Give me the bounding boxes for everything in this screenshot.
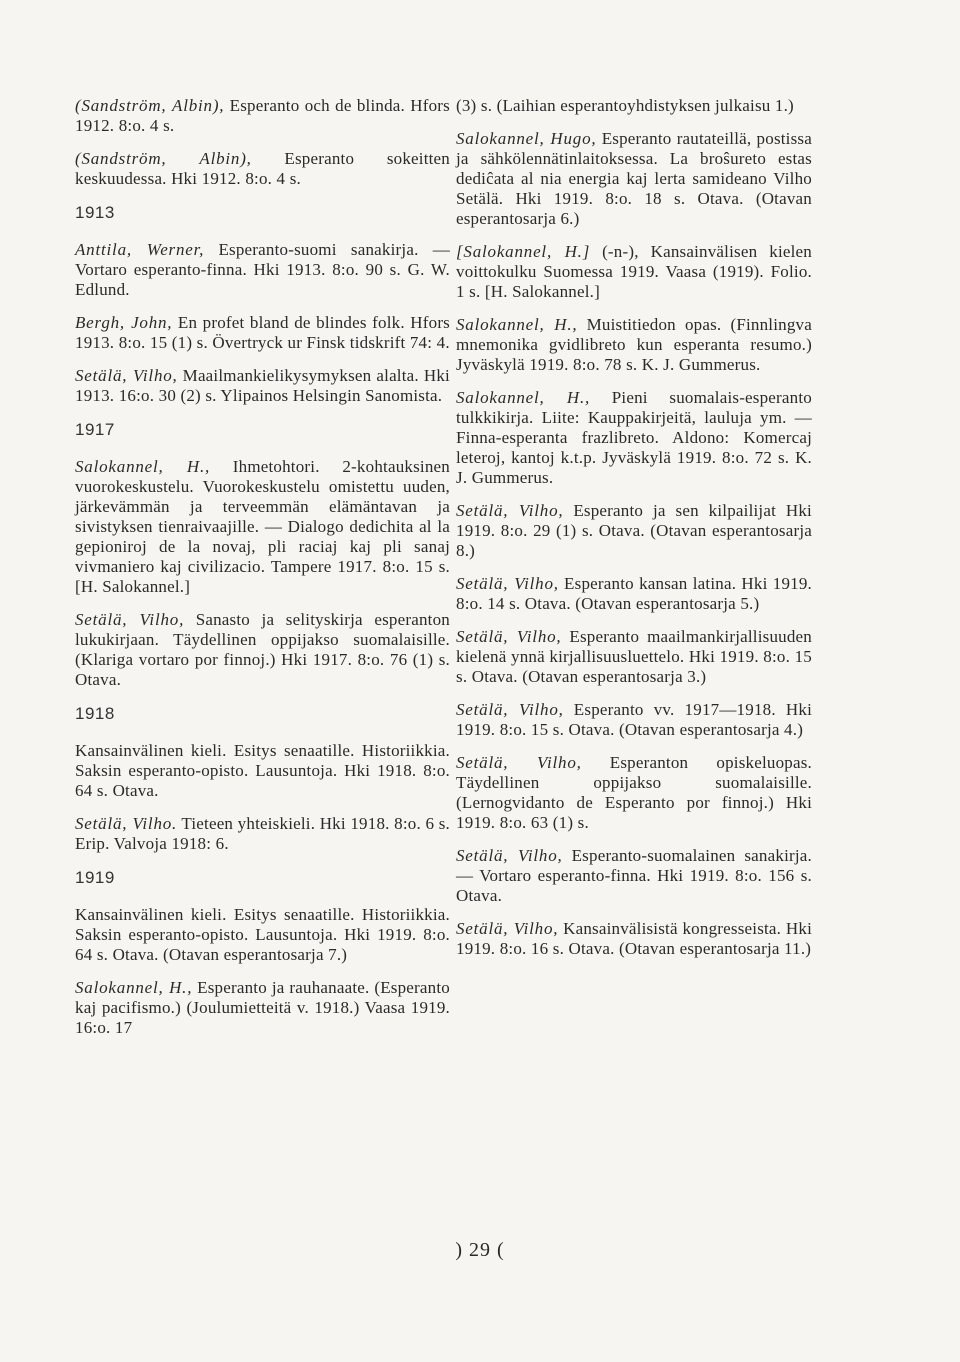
entry-text: Pieni suomalais-esperanto tulkkikirja. Liite: Kauppakirjeitä, lauluja ym. — Finna-esperanta frazlibreto. Aldono: Komercaj leteroj, kantoj k.t.p. Jyväskylä 1919. 8:o. 72 s. K. J. Gummerus. (456, 388, 812, 487)
year-heading: 1913 (75, 203, 115, 222)
bib-entry (456, 315, 812, 375)
bib-entry (75, 313, 450, 353)
entry-text: En profet bland de blindes folk. Hfors 1913. 8:o. 15 (1) s. Övertryck ur Finsk tidskrift 74: 4. (75, 313, 450, 352)
bib-entry (75, 814, 450, 854)
entry-text: (3) s. (Laihian esperantoyhdistyksen julkaisu 1.) (456, 96, 794, 115)
bib-entry (75, 240, 450, 300)
entry-author: Setälä, Vilho, (75, 366, 178, 385)
entry-author: Setälä, Vilho, (456, 501, 564, 520)
entry-text: Esperanto rautateillä, postissa ja sähkölennätinlaitoksessa. La broŝureto estas dediĉata al nia energia kaj lerta samideano Vilho Setälä. Hki 1919. 8:o. 18 s. Otava. (Otavan esperantosarja 6.) (456, 129, 812, 228)
year-heading: 1917 (75, 420, 115, 439)
entry-text: Esperanto kansan latina. Hki 1919. 8:o. 14 s. Otava. (Otavan esperantosarja 5.) (456, 574, 812, 613)
entry-author: Setälä, Vilho. (75, 814, 178, 833)
entry-author: Setälä, Vilho, (456, 574, 559, 593)
entry-text: Esperanto ja rauhanaate. (Esperanto kaj pacifismo.) (Joulumietteitä v. 1918.) Vaasa 1919. 16:o. 17 (75, 978, 450, 1037)
bib-entry (75, 741, 450, 801)
bib-entry (75, 96, 450, 136)
bib-entry (456, 574, 812, 614)
entry-text: Esperanto vv. 1917—1918. Hki 1919. 8:o. 15 s. Otava. (Otavan esperantosarja 4.) (456, 700, 813, 739)
entry-text: Sanasto ja selityskirja esperanton lukukirjaan. Täydellinen oppijakso suomalaisille. (Klariga vortaro por finnoj.) Hki 1917. 8:o. 76 (1) s. Otava. (75, 610, 451, 689)
bib-entry (456, 753, 812, 833)
entry-author: Setälä, Vilho, (456, 700, 564, 719)
entry-text: Kansainvälinen kieli. Esitys senaatille. Historiikkia. Saksin esperanto-opisto. Lausuntoja. Hki 1919. 8:o. 64 s. Otava. (Otavan esperantosarja 7.) (75, 905, 450, 964)
bib-entry (456, 700, 812, 740)
entry-text: Esperanto sokeitten keskuudessa. Hki 1912. 8:o. 4 s. (75, 149, 450, 188)
bib-entry (75, 457, 450, 597)
entry-text: Esperanto-suomalainen sanakirja. — Vortaro esperanto-finna. Hki 1919. 8:o. 156 s. Otava. (456, 846, 812, 905)
entry-author: Setälä, Vilho, (456, 753, 582, 772)
right-column (456, 96, 812, 972)
entry-author: [Salokannel, H.] (456, 242, 591, 261)
bib-entry (456, 846, 812, 906)
entry-text: Ihmetohtori. 2-kohtauksinen vuorokeskustelu. Vuorokeskustelu omistettu uuden, järkevämmän ja terveemmän elämäntavan ja sivistyksen tienraivaajille. — Dialogo dedichita al la gepioniroj de la novaj, pli raciaj kaj pli sanaj vivmaniero kaj civilizacio. Tampere 1917. 8:o. 15 s. [H. Salokannel.] (75, 457, 450, 596)
entry-author: Setälä, Vilho, (456, 919, 559, 938)
entry-text: Esperanto och de blinda. Hfors 1912. 8:o. 4 s. (75, 96, 450, 135)
entry-author: Salokannel, H., (456, 388, 591, 407)
entry-text: Esperanto-suomi sanakirja. — Vortaro esperanto-finna. Hki 1913. 8:o. 90 s. G. W. Edlund. (75, 240, 450, 299)
entry-text: Esperanto maailmankirjallisuuden kielenä ynnä kirjallisuusluettelo. Hki 1919. 8:o. 15 s. Otava. (Otavan esperantosarja 3.) (456, 627, 812, 686)
entry-text: Kansainvälisistä kongresseista. Hki 1919. 8:o. 16 s. Otava. (Otavan esperantosarja 11.) (456, 919, 812, 958)
entry-text: Tieteen yhteiskieli. Hki 1918. 8:o. 6 s. Erip. Valvoja 1918: 6. (75, 814, 450, 853)
bib-entry (456, 627, 812, 687)
entry-author: Salokannel, H., (75, 978, 193, 997)
bib-entry (75, 610, 450, 690)
bib-entry (75, 149, 450, 189)
page-number: ) 29 ( (455, 1239, 505, 1261)
bib-entry (75, 905, 450, 965)
bib-entry (456, 919, 812, 959)
bib-entry (456, 96, 812, 116)
entry-author: Salokannel, Hugo, (456, 129, 597, 148)
bib-entry (75, 978, 450, 1038)
entry-author: (Sandström, Albin), (75, 96, 225, 115)
bib-entry (456, 129, 812, 229)
entry-text: Kansainvälinen kieli. Esitys senaatille. Historiikkia. Saksin esperanto-opisto. Lausuntoja. Hki 1918. 8:o. 64 s. Otava. (75, 741, 450, 800)
entry-text: Esperanto ja sen kilpailijat Hki 1919. 8:o. 29 (1) s. Otava. (Otavan esperantosarja 8.) (456, 501, 812, 560)
entry-text: (-n-), Kansainvälisen kielen voittokulku Suomessa 1919. Vaasa (1919). Folio. 1 s. [H. Salokannel.] (456, 242, 812, 301)
entry-author: Setälä, Vilho, (456, 627, 562, 646)
entry-text: Muistitiedon opas. (Finnlingva mnemonika gvidlibreto kun esperanta resumo.) Jyväskylä 1919. 8:o. 78 s. K. J. Gummerus. (456, 315, 812, 374)
bib-entry (456, 501, 812, 561)
entry-author: Setälä, Vilho, (456, 846, 563, 865)
entry-author: Setälä, Vilho, (75, 610, 185, 629)
entry-author: Bergh, John, (75, 313, 173, 332)
bib-entry (456, 242, 812, 302)
left-column (75, 96, 450, 1051)
entry-author: Salokannel, H., (456, 315, 578, 334)
entry-author: Anttila, Werner, (75, 240, 205, 259)
year-heading: 1918 (75, 704, 115, 723)
entry-author: Salokannel, H., (75, 457, 211, 476)
entry-text: Maailmankielikysymyksen alalta. Hki 1913. 16:o. 30 (2) s. Ylipainos Helsingin Sanomista. (75, 366, 450, 405)
entry-author: (Sandström, Albin), (75, 149, 252, 168)
entry-text: Esperanton opiskeluopas. Täydellinen oppijakso suomalaisille. (Lernogvidanto de Esperanto por finnoj.) Hki 1919. 8:o. 63 (1) s. (456, 753, 812, 832)
bib-entry (456, 388, 812, 488)
bib-entry (75, 366, 450, 406)
year-heading: 1919 (75, 868, 115, 887)
